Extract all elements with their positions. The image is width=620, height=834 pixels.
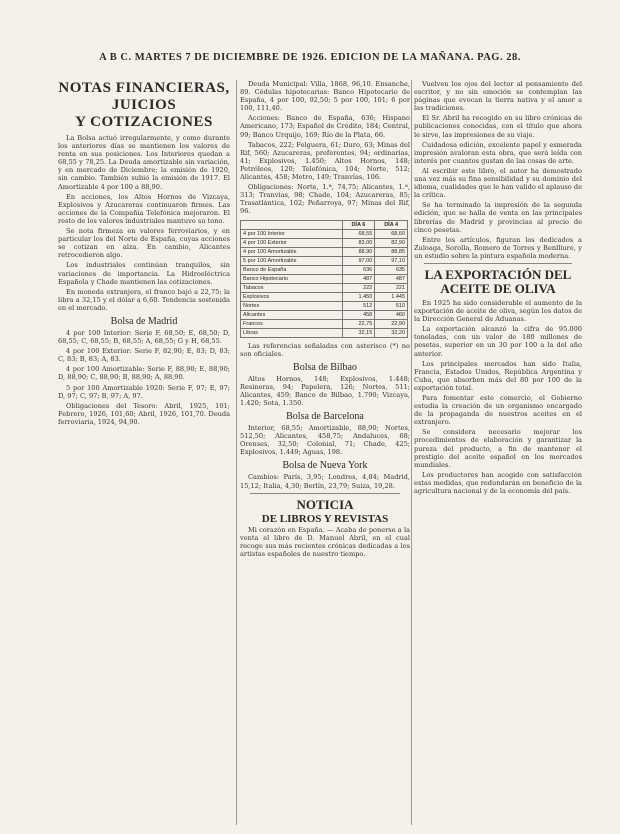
table-header-cell: DÍA 4 xyxy=(375,220,408,229)
paragraph: La exportación alcanzó la cifra de 95.000 toneladas, con un valor de 180 millones de pesetas, superior en un 30 por 100 a la del año anterior. xyxy=(414,325,582,358)
paragraph: Las referencias señaladas con asterisco (*) no son oficiales. xyxy=(240,341,410,358)
table-cell: 222 xyxy=(342,283,375,292)
column-2 xyxy=(240,80,410,830)
table-cell: 1.450 xyxy=(342,292,375,301)
table-cell: 82,90 xyxy=(375,238,408,247)
table-cell: 68,60 xyxy=(375,229,408,238)
divider xyxy=(250,493,400,494)
paragraph: Cambios: París, 3,95; Londres, 4,84; Madrid, 15,12; Italia, 4,30; Berlín, 23,79; Suiza, 19,28. xyxy=(240,473,410,490)
table-cell: 32,20 xyxy=(375,328,408,337)
table-header-cell: DÍA 6 xyxy=(342,220,375,229)
paragraph: Los productores han acogido con satisfacción estas medidas, que redundarán en beneficio de la agricultura nacional y de la economía del país. xyxy=(414,470,582,496)
table-row xyxy=(241,229,408,238)
table-cell: 221 xyxy=(375,283,408,292)
table-cell: 487 xyxy=(375,274,408,283)
paragraph: Los principales mercados han sido Italia, Francia, Estados Unidos, República Argentina y Cuba, que absorben más del 80 por 100 de la exportación total. xyxy=(414,359,582,392)
table-cell: 88,85 xyxy=(375,247,408,256)
table-cell: 22,75 xyxy=(342,319,375,328)
table-cell: Francos xyxy=(241,319,343,328)
paragraph: Tabacos, 222; Felguera, 61; Duro, 63; Minas del Rif, 560; Azucareras, preferentes, 94; ordinarias, 41; Explosivos, 1.450; Altos Hornos, 148; Petróleos, 120; Telefónica, 104; Norte, 512; Alicantes, 458; Metro, 149; Tranvías, 106. xyxy=(240,140,410,182)
quotes-table xyxy=(240,220,408,338)
paragraph: Obligaciones del Tesoro: Abril, 1925, 101; Febrero, 1926, 101,60; Abril, 1926, 101,70. Deuda ferroviaria, 1924, 94,90. xyxy=(58,401,230,426)
table-cell: 97,10 xyxy=(375,256,408,265)
main-headline-line-2: JUICIOS xyxy=(111,97,177,113)
table-row xyxy=(241,274,408,283)
table-row xyxy=(241,238,408,247)
table-cell: 510 xyxy=(375,301,408,310)
table-cell: 32,15 xyxy=(342,328,375,337)
table-cell: 635 xyxy=(375,265,408,274)
paragraph: Vuelven los ojos del lector al pensamiento del escritor, y no sin emoción se contemplan las páginas que evocan la tierra nativa y el amor a las tradiciones. xyxy=(414,80,582,113)
section-title-bolsa-nueva-york: Bolsa de Nueva York xyxy=(282,460,368,472)
paragraph: La Bolsa actuó irregularmente, y como durante los anteriores días se mantienen los valores de renta en sus posiciones. Los Interiores quedan a 68,55 y 78,25. La Deuda amortizable sin variación, y en mercado de Diciembre; la emisión de 1920, sin cambio. También subió la emisión de 1917. El Amortizable 4 por 100 a 88,90. xyxy=(58,134,230,191)
table-cell: 512 xyxy=(342,301,375,310)
table-cell: 4 por 100 Exterior xyxy=(241,238,343,247)
table-cell: 1.445 xyxy=(375,292,408,301)
paragraph: El Sr. Abril ha recogido en su libro crónicas de publicaciones conocidas, con el título que ahora le sirve, las impresiones de su viaje. xyxy=(414,114,582,139)
column-divider-1 xyxy=(236,80,237,825)
paragraph: Entre los artículos, figuran los dedicados a Zuloaga, Sorolla, Romero de Torres y Benlliure, y un estudio sobre la pintura española moderna. xyxy=(414,235,582,260)
main-headline-line-3: Y COTIZACIONES xyxy=(75,114,213,130)
notice-headline-line-2: DE LIBROS Y REVISTAS xyxy=(261,512,389,525)
paragraph: 4 por 100 Interior: Serie F, 68,50; E, 68,50; D, 68,55; C, 68,55; B, 68,55; A, 68,55; G y H, 68,55. xyxy=(58,328,230,346)
table-cell: 22,90 xyxy=(375,319,408,328)
table-cell: 83,00 xyxy=(342,238,375,247)
section-title-bolsa-madrid: Bolsa de Madrid xyxy=(110,315,178,327)
export-headline-line-1: LA EXPORTACIÓN DEL xyxy=(424,266,572,282)
table-row xyxy=(241,328,408,337)
paragraph: Se considera necesario mejorar los procedimientos de elaboración y garantizar la pureza del producto, a fin de mantener el prestigio del aceite español en los mercados mundiales. xyxy=(414,428,582,469)
table-cell: Tabacos xyxy=(241,283,343,292)
table-cell: 97,00 xyxy=(342,256,375,265)
paragraph: Altos Hornos, 148; Explosivos, 1.448; Resineras, 94; Papelera, 126; Nortes, 511; Alicantes, 459; Banco de Bilbao, 1.790; Vizcaya, 1.420; Sota, 1.350. xyxy=(240,374,410,407)
paragraph: Deuda Municipal: Villa, 1868, 96,10. Ensanche, 89. Cédulas hipotecarias: Banco Hipotecario de España, 4 por 100, 92,50; 5 por 100, 101; 6 por 100, 111,40. xyxy=(240,80,410,113)
notice-headline-line-1: NOTICIA xyxy=(296,496,354,512)
paragraph: Para fomentar este comercio, el Gobierno estudia la creación de un organismo encargado de la propaganda de nuestros aceites en el extranjero. xyxy=(414,394,582,427)
column-3 xyxy=(414,80,582,830)
table-cell: 68,55 xyxy=(342,229,375,238)
column-1 xyxy=(58,80,230,830)
paragraph: 5 por 100 Amortizable 1920: Serie F, 97; E, 97; D, 97; C, 97; B, 97; A, 97. xyxy=(58,383,230,400)
paragraph: Se nota firmeza en valores ferroviarios, y en particular los del Norte de España, cuyas acciones se cotizan en alza. En cambio, Alicantes retrocedieron algo. xyxy=(58,227,230,260)
paragraph: 4 por 100 Exterior: Serie F, 82,90; E, 83; D, 83; C, 83; B, 83; A, 83. xyxy=(58,347,230,364)
paragraph: En 1925 ha sido considerable el aumento de la exportación de aceite de oliva, según los datos de la Dirección General de Aduanas. xyxy=(414,298,582,324)
table-cell: Alicantes xyxy=(241,310,343,319)
paragraph: En moneda extranjera, el franco bajó a 22,75; la libra a 32,15 y el dólar a 6,60. Tendencia sostenida en el mercado. xyxy=(58,287,230,312)
paragraph: Al escribir este libro, el autor ha demostrado una vez más su fina sensibilidad y su dominio del idioma, cualidades que le han valido el aplauso de la crítica. xyxy=(414,166,582,200)
table-row xyxy=(241,301,408,310)
paragraph: Mi corazón en España. — Acaba de ponerse a la venta el libro de D. Manuel Abril, en el cual recoge sus más recientes crónicas dedicadas a los artistas españoles de nuestro tiempo. xyxy=(240,525,410,558)
table-row xyxy=(241,283,408,292)
table-row xyxy=(241,319,408,328)
page-header: A B C. MARTES 7 DE DICIEMBRE DE 1926. EDICION DE LA MAÑANA. PAG. 28. xyxy=(99,52,521,63)
table-row xyxy=(241,256,408,265)
table-cell: 4 por 100 Amortizable xyxy=(241,247,343,256)
section-title-bolsa-barcelona: Bolsa de Barcelona xyxy=(286,411,364,423)
export-headline-line-2: ACEITE DE OLIVA xyxy=(440,280,556,296)
paragraph: Acciones: Banco de España, 636; Hispano Americano, 173; Español de Crédito, 184; Central, 99; Banco Urquijo, 169; Río de la Plata, 66. xyxy=(240,114,410,139)
table-cell: 5 por 100 Amortizable xyxy=(241,256,343,265)
table-row xyxy=(241,265,408,274)
table-cell: 4 por 100 Interior xyxy=(241,229,343,238)
table-header-cell xyxy=(241,220,343,229)
table-row xyxy=(241,310,408,319)
paragraph: Se ha terminado la impresión de la segunda edición, que se halla de venta en las principales librerías de Madrid y provincias al precio de cinco pesetas. xyxy=(414,201,582,234)
paragraph: 4 por 100 Amortizable: Serie F, 88,90; E, 88,90; D, 88,90; C, 88,90; B, 88,90; A, 88,90. xyxy=(58,365,230,382)
table-row xyxy=(241,247,408,256)
paragraph: En acciones, los Altos Hornos de Vizcaya, Explosivos y Azucareras continuaron firmes. Las acciones de la Compañía Telefónica mejoraron. El resto de los valores industriales mantuvo su tono. xyxy=(58,192,230,225)
paragraph: Obligaciones: Norte, 1.ª, 74,75; Alicantes, 1.ª, 313; Tranvías, 98; Chade, 104; Azucareras, 85; Trasatlántica, 102; Peñarroya, 97; Minas del Rif, 96. xyxy=(240,183,410,216)
table-cell: Libras xyxy=(241,328,343,337)
paragraph: Los industriales continúan tranquilos, sin variaciones de importancia. La Hidroeléctrica Española y Chade mantienen las cotizaciones. xyxy=(58,261,230,286)
table-header-row xyxy=(241,220,408,229)
main-headline-line-1: NOTAS FINANCIERAS, xyxy=(58,80,230,96)
table-cell: Explosivos xyxy=(241,292,343,301)
table-cell: 88,90 xyxy=(342,247,375,256)
section-title-bolsa-bilbao: Bolsa de Bilbao xyxy=(293,361,357,373)
paragraph: Interior, 68,55; Amortizable, 88,90; Nortes, 512,50; Alicantes, 458,75; Andaluces, 68; Orenses, 32,50; Colonial, 71; Chade, 425; Explosivos, 1.449; Aguas, 198. xyxy=(240,424,410,457)
table-body xyxy=(241,229,408,337)
table-cell: 460 xyxy=(375,310,408,319)
table-cell: Nortes xyxy=(241,301,343,310)
table-cell: 487 xyxy=(342,274,375,283)
table-cell: 458 xyxy=(342,310,375,319)
divider xyxy=(424,263,572,264)
column-divider-2 xyxy=(411,80,412,825)
table-cell: Banco Hipotecario xyxy=(241,274,343,283)
table-row xyxy=(241,292,408,301)
paragraph: Cuidadosa edición, excelente papel y esmerada impresión avaloran esta obra, que será leída con interés por cuantos gustan de las cosas de arte. xyxy=(414,140,582,165)
table-cell: 636 xyxy=(342,265,375,274)
table-cell: Banco de España xyxy=(241,265,343,274)
